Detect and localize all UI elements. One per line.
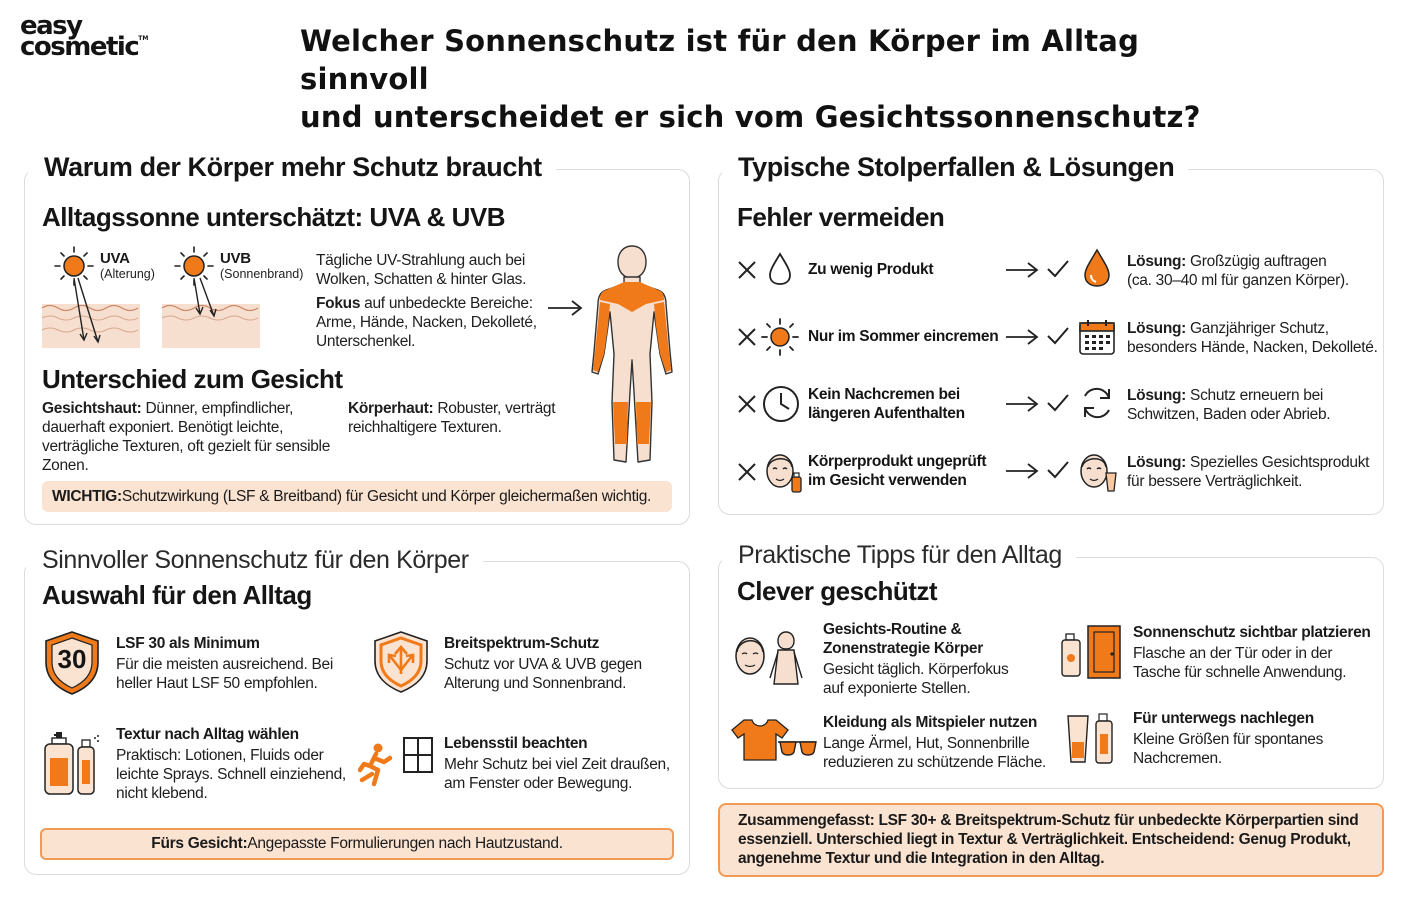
uva-uvb-heading: Alltagssonne unterschätzt: UVA & UVB	[42, 202, 506, 232]
cross-icon	[736, 393, 758, 415]
uva-label-group	[100, 250, 155, 281]
bottle-door-icon	[1060, 624, 1124, 680]
avoid-mistakes-heading: Fehler vermeiden	[737, 202, 945, 232]
arrow-right-icon	[1004, 327, 1040, 347]
tip-4-title: Für unterwegs nachlegen	[1133, 710, 1314, 727]
summary-line-3: angenehme Textur und die Integration in den Alltag.	[738, 850, 1105, 867]
tip-2-title: Sonnenschutz sichtbar platzieren	[1133, 624, 1371, 641]
arrow-right-icon	[1004, 260, 1040, 280]
mistake-3-label: Kein Nachcremen bei längeren Aufenthalten	[808, 386, 965, 422]
check-icon	[1045, 258, 1071, 280]
cross-icon	[736, 326, 758, 348]
face-skin-text: Gesichtshaut: Dünner, empfindlicher, dauerhaft exponiert. Benötigt leichte, verträgliche Texturen, oft gezielt für sensible Zonen.	[42, 400, 331, 474]
uva-sub: (Alterung)	[100, 267, 155, 281]
body-figure-icon	[584, 242, 680, 470]
tip-1-title: Gesichts-Routine & Zonenstrategie Körper	[823, 621, 983, 657]
face-difference-heading: Unterschied zum Gesicht	[42, 364, 343, 394]
mistake-4-label: Körperprodukt ungeprüft im Gesicht verwenden	[808, 453, 987, 489]
face-with-bottle-icon	[762, 449, 804, 495]
face-note: Fürs Gesicht: Angepasste Formulierungen nach Hautzustand.	[40, 828, 674, 860]
daily-uv-text: Tägliche UV-Strahlung auch bei Wolken, Schatten & hinter Glas.	[316, 252, 527, 288]
daily-choice-heading: Auswahl für den Alltag	[42, 580, 312, 610]
panel-1-title: Warum der Körper mehr Schutz braucht	[28, 152, 556, 183]
summary-line-2: essenziell. Unterschied liegt in Textur & Verträglichkeit. Entscheidend: Genug Produkt,	[738, 831, 1351, 848]
face-body-icon	[732, 628, 816, 686]
face-with-tube-icon	[1076, 449, 1118, 495]
logo-line-1: easy	[20, 11, 82, 41]
mistake-1-label: Zu wenig Produkt	[808, 261, 934, 278]
calendar-icon	[1078, 318, 1116, 356]
running-person-window-icon	[358, 734, 436, 794]
check-icon	[1045, 392, 1071, 414]
clock-icon	[761, 384, 801, 424]
tip-2-text: Flasche an der Tür oder in der Tasche für schnelle Anwendung.	[1133, 645, 1347, 681]
broad-spectrum-shield-icon	[372, 630, 430, 694]
uva-label: UVA	[100, 250, 130, 267]
page-title-line-1: Welcher Sonnenschutz ist für den Körper im Alltag sinnvoll	[300, 24, 1140, 96]
focus-text: Fokus auf unbedeckte Bereiche: Arme, Hände, Nacken, Dekolleté, Unterschenkel.	[316, 295, 537, 350]
important-note: WICHTIG: Schutzwirkung (LSF & Breitband) für Gesicht und Körper gleichermaßen wichtig.	[42, 481, 672, 512]
texture-text: Praktisch: Lotionen, Fluids oder leichte Sprays. Schnell einziehend, nicht klebend.	[116, 747, 346, 802]
logo-line-2: cosmetic™	[20, 32, 149, 63]
check-icon	[1045, 325, 1071, 347]
droplet-filled-icon	[1082, 248, 1112, 288]
tip-3-title: Kleidung als Mitspieler nutzen	[823, 714, 1038, 731]
check-icon	[1045, 459, 1071, 481]
lifestyle-text: Mehr Schutz bei viel Zeit draußen, am Fenster oder Bewegung.	[444, 756, 670, 792]
tip-4-text: Kleine Größen für spontanes Nachcremen.	[1133, 731, 1324, 767]
refresh-icon	[1078, 384, 1116, 422]
shirt-sunglasses-icon	[730, 716, 818, 764]
tip-1-text: Gesicht täglich. Körperfokus auf exponierte Stellen.	[823, 661, 1009, 697]
body-skin-text: Körperhaut: Robuster, verträgt reichhaltigere Texturen.	[348, 400, 556, 436]
spf-number: 30	[57, 644, 87, 674]
arrow-right-icon	[1004, 394, 1040, 414]
summary-box	[718, 803, 1384, 877]
uvb-label-group	[220, 250, 303, 281]
lifestyle-title: Lebensstil beachten	[444, 735, 588, 752]
tip-3-text: Lange Ärmel, Hut, Sonnenbrille reduzieren zu schützende Fläche.	[823, 735, 1047, 771]
droplet-outline-icon	[766, 252, 794, 286]
arrow-right-icon	[546, 298, 584, 318]
uvb-label: UVB	[220, 250, 251, 267]
solution-4-text: Lösung: Spezielles Gesichtsprodukt für bessere Verträglichkeit.	[1127, 454, 1370, 490]
arrow-right-icon	[1004, 461, 1040, 481]
panel-4-title: Praktische Tipps für den Alltag	[722, 541, 1076, 570]
panel-2-title: Typische Stolperfallen & Lösungen	[722, 152, 1188, 183]
mistake-2-label: Nur im Sommer eincremen	[808, 328, 999, 345]
page-title	[300, 22, 1260, 136]
clever-protected-heading: Clever geschützt	[737, 576, 938, 606]
solution-2-text: Lösung: Ganzjähriger Schutz, besonders Hände, Nacken, Dekolleté.	[1127, 320, 1378, 356]
page-title-line-2: und unterscheidet er sich vom Gesichtssonnenschutz?	[300, 100, 1201, 134]
travel-size-icon	[1066, 712, 1118, 766]
spf-title: LSF 30 als Minimum	[116, 635, 260, 652]
sun-icon	[760, 317, 800, 357]
broad-spectrum-title: Breitspektrum-Schutz	[444, 635, 600, 652]
cross-icon	[736, 461, 758, 483]
texture-title: Textur nach Alltag wählen	[116, 726, 299, 743]
lotion-bottles-icon	[42, 730, 106, 796]
panel-3-title: Sinnvoller Sonnenschutz für den Körper	[26, 546, 483, 575]
summary-line-1: Zusammengefasst: LSF 30+ & Breitspektrum-Schutz für unbedeckte Körperpartien sind	[738, 812, 1359, 829]
brand-logo	[20, 11, 180, 63]
uvb-sub: (Sonnenbrand)	[220, 267, 304, 281]
spf-text: Für die meisten ausreichend. Bei heller Haut LSF 50 empfohlen.	[116, 656, 333, 692]
solution-3-text: Lösung: Schutz erneuern bei Schwitzen, Baden oder Abrieb.	[1127, 387, 1331, 423]
cross-icon	[736, 259, 758, 281]
solution-1-text: Lösung: Großzügig auftragen (ca. 30–40 ml für ganzen Körper).	[1127, 253, 1349, 289]
broad-spectrum-text: Schutz vor UVA & UVB gegen Alterung und Sonnenbrand.	[444, 656, 642, 692]
